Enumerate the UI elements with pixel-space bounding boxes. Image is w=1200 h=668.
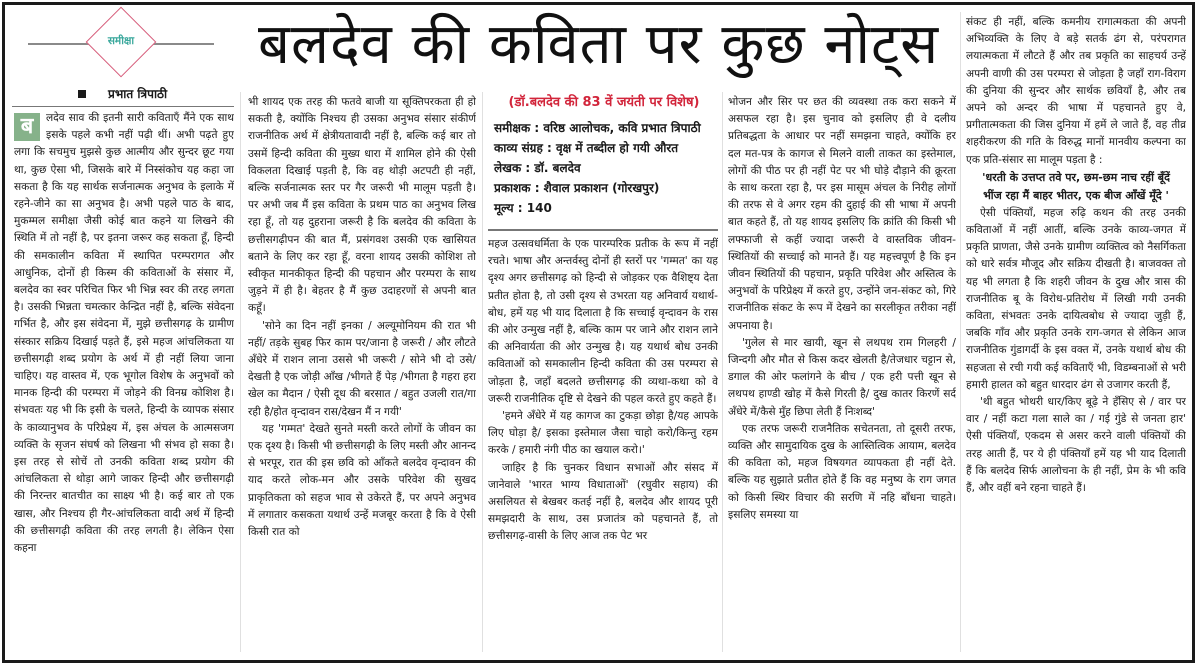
poem-quote: 'थी बहुत भोथरी धार/किए बूढ़े ने हँसिए से / वार पर वार / नहीं कटा गला साले का / गई गुंडे से जनता हार' ऐसी पंक्तियाँ, एकदम से असर करने वाली पंक्तियों की तरह आती हैं, पर ये ही पंक्तियाँ हमें यह भी याद दिलाती हैं कि बलदेव सिर्फ आलोचना के ही नहीं, प्रेम के भी कवि हैं, और वहीं बने रहना चाहते हैं। bbox=[966, 396, 1186, 495]
info-reviewer: समीक्षक : वरिष्ठ आलोचक, कवि प्रभात त्रिपाठी bbox=[494, 121, 701, 135]
column-divider bbox=[482, 92, 483, 652]
info-price: मूल्य : 140 bbox=[494, 201, 552, 215]
article-column-4 bbox=[728, 94, 956, 658]
paragraph: संकट ही नहीं, बल्कि कमनीय रागात्मकता की अपनी अभिव्यक्ति के लिए वे बड़े सतर्क ढंग से, परंपरागत लयात्मकता में लौटते हैं और तब प्रकृति का साहचर्य उन्हें अपनी वाणी की उस परम्परा से जोड़ता है जहाँ राग-विराग की दुनिया की सुन्दर और सार्थक छवियाँ है, और तब अपने को अन्दर की भाषा में पहचानते हुए वे, प्रगीतात्मकता की जिस दुनिया में हमें ले जाते हैं, वह तीव्र शहरीकरण की गति के विरुद्ध मानों मानवीय कल्पना का एक प्रति-संसार सा मालूम पड़ता है : bbox=[966, 16, 1186, 166]
column-divider bbox=[960, 12, 961, 652]
article-column-2 bbox=[248, 94, 476, 658]
bullet-square-icon bbox=[78, 90, 86, 98]
article-column-3 bbox=[488, 236, 718, 658]
paragraph: भी शायद एक तरह की फतवे बाजी या सूक्तिपरकता ही हो सकती है, क्योंकि निश्चय ही उसका अनुभव संसार संकीर्ण राजनीतिक अर्थ में क्षेत्रीयतावादी नहीं है, बल्कि कई बार तो उसमें हिन्दी कविता की मुख्य धारा में शामिल होने की ऐसी विकलता दिखाई पड़ती है, कि वह थोड़ी अटपटी ही नहीं, बल्कि सर्जनात्मक स्तर पर गैर जरूरी भी मालूम पड़ती है। पर अभी जब मैं इस कविता के प्रथम पाठ का अनुभव लिख रहा हूँ, तो यह दुहराना जरूरी है कि बलदेव की कविता के छत्तीसगढ़ीपन की बात मैं, प्रसंगवश उसकी एक खासियत बताने के लिए कर रहा हूँ, वरना शायद उसकी कोशिश तो स्वीकृत मानकीकृत हिन्दी की पहचान और परम्परा के साथ जुड़ने में ही है। बेहतर है मैं कुछ उदाहरणों से अपनी बात कहूँ। bbox=[248, 96, 476, 315]
lead-text: लदेव साव की इतनी सारी कविताएँ मैंने एक साथ इसके पहले कभी नहीं पढ़ी थीं। अभी पढ़ते हुए लगा कि सचमुच मुझसे कुछ आत्मीय और सुन्दर छूट गया था, कुछ ऐसा भी, जिसके बारे में निस्संकोच यह कहा जा सकता है कि यह सार्थक सर्जनात्मक अनुभव के इलाके में रहने-जीने का सा अनुभव है। अभी पहले पाठ के बाद, मुकम्मल समीक्षा जैसी कोई बात कहने या लिखने की स्थिति में तो नहीं है, पर इतना जरूर कह सकता हूँ, हिन्दी की समकालीन कविता में स्थापित परम्परागत और आधुनिक, दोनों ही किस्म की कविताओं के संसार में, बलदेव का स्वर परिचित फिर भी भिन्न स्वर की तरह लगता है। उसकी भिन्नता चमत्कार केन्द्रित नहीं है, बल्कि संवेदना गर्भित है, और इस संवेदना में, मुझे छत्तीसगढ़ के ग्रामीण संस्कार सक्रिय दिखाई पड़ते हैं, इसे महज आंचलिकता या छत्तीसगढ़ी शब्द प्रयोग के अर्थ में ही नहीं लिया जाना चाहिए। यह वास्तव में, एक भूगोल विशेष के अनुभवों को मानक हिन्दी की परम्परा में जोड़ने की विनम्र कोशिश है। संभवतः यह भी कि इसी के चलते, हिन्दी के व्यापक संसार के काव्यानुभव के परिप्रेक्ष्य में, इस अंचल के आत्मसजग व्यक्ति के सृजन संघर्ष को लिखना भी संभव हो सका है। इस तरह से सोचें तो उनकी कविता शब्द प्रयोग की आंचलिकता से थोड़ा आगे जाकर हिन्दी और छत्तीसगढ़ी की निरन्तर बातचीत का साक्ष्य भी है। कई बार तो एक खास, और निश्चय ही गैर-आंचलिकता वादी अर्थ में हिन्दी की छत्तीसगढ़ी कविता की तरह लगती है। लेकिन ऐसा कहना bbox=[14, 112, 234, 555]
paragraph: जाहिर है कि चुनकर विधान सभाओं और संसद में जानेवाले 'भारत भाग्य विधाताओं' (रघुवीर सहाय) की असलियत से बेखबर कतई नहीं है, बलदेव और शायद पूरी समझदारी के साथ, उस प्रजातंत्र को पहचानते हैं, तो छत्तीसगढ़-वासी के लिए आज तक पेट भर bbox=[488, 461, 718, 543]
byline bbox=[12, 84, 234, 107]
article-column-1 bbox=[14, 110, 234, 658]
poem-quote: 'हमने अँधेरे में यह कागज का टुकड़ा छोड़ा है/यह आपके लिए घोड़ा है/ इसका इस्तेमाल जैसा चाहो करो/किन्तु रहम करके / हमारी नंगी पीठ का खयाल करो।' bbox=[488, 410, 718, 457]
special-note: (डॉ.बलदेव की 83 वें जयंती पर विशेष) bbox=[508, 95, 700, 110]
paragraph: महज उत्सवधर्मिता के एक पारम्परिक प्रतीक के रूप में नहीं रचते। भाषा और अन्तर्वस्तु दोनों ही स्तरों पर 'गम्मत' का यह दृश्य अगर छत्तीसगढ़ को हिन्दी से जोड़कर एक वैशिष्ट्य देता प्रतीत होता है, तो उसी दृश्य से उभरता यह अनिवार्य यथार्थ- बोध, हमें यह भी याद दिलाता है कि सच्चाई वृन्दावन के रास की ओर उन्मुख नहीं है, बल्कि काम पर जाने और राशन लाने की अनिवार्यता की ओर उन्मुख है। यह यथार्थ बोध उनकी कविताओं को समकालीन हिन्दी कविता की उस परम्परा से जोड़ता है, जहाँ बदलते छत्तीसगढ़ की व्यथा-कथा को वे जरूरी राजनीतिक दृष्टि से देखने की पहल करते हुए कहते हैं। bbox=[488, 238, 718, 405]
article-column-5 bbox=[966, 14, 1186, 658]
info-divider bbox=[488, 229, 718, 231]
headline: बलदेव की कविता पर कुछ नोट्स bbox=[258, 12, 940, 77]
lead-paragraph bbox=[14, 110, 234, 557]
section-tag bbox=[28, 14, 228, 74]
poem-quote-line: भींज रहा मैं बाहर भीतर, एक बीज आँखें मूँदे ' bbox=[983, 188, 1169, 202]
author-name: प्रभात त्रिपाठी bbox=[108, 87, 168, 101]
column-divider bbox=[722, 92, 723, 652]
section-tag-label: समीक्षा bbox=[107, 35, 135, 47]
paragraph: ऐसी पंक्तियाँ, महज रुढ़ि कथन की तरह उनकी कविताओं में नहीं आतीं, बल्कि उनके काव्य-जगत में प्रकृति प्राणता, जैसे उनके ग्रामीण व्यक्तित्व को नैसर्गिकता को धारे सर्वत्र मौजूद और सक्रिय दीखती है। बाजवक्त तो यह भी लगता है कि शहरी जीवन के दुख और त्रास की राजनीतिक बू के विरोध-प्रतिरोध में लिखी गयी उनकी कविता, संभवतः उनके दायित्वबोध से ज्यादा जुड़ी हैं, जबकि गाँव और प्रकृति उनके राग-जगत से लेकिन आज राजनीतिक गुंडागर्दी के इस वक्त में, उनके यथार्थ बोध की सहजता से रची गयी कई कविताएँ भी, विडम्बनाओं से भरी हमारी हालत को बहुत धारदार ढंग से उजागर करती हैं, bbox=[966, 206, 1186, 391]
info-collection: काव्य संग्रह : वृक्ष में तब्दील हो गयी औरत bbox=[494, 141, 679, 155]
paragraph: भोजन और सिर पर छत की व्यवस्था तक करा सकने में असफल रहा है। इस चुनाव को इसलिए ही वे दलीय प्रतिबद्धता के आधार पर नहीं समझना चाहते, क्योंकि हर दल मत-पत्र के कागज से मिलने वाली ताकत का इस्तेमाल, लोगों की पीठ पर ही नहीं पेट पर भी घोड़े दौड़ाने की क्रूरता के साथ करता रहा है, पर इस मासूम अंचल के निरीह लोगों की तरफ से वे अगर रहम की दुहाई की सी भाषा में अपनी बात कहते हैं, तो यह शायद इसलिए कि क्रांति की किसी भी लफ्फाजी से कहीं ज्यादा जरूरी वे वास्तविक जीवन- स्थितियों की सच्चाई को मानते हैं। यह महत्त्वपूर्ण है कि इन जीवन स्थितियों की पहचान, प्रकृति परिवेश और अस्तित्व के अनुभवों के परिप्रेक्ष्य में करते हुए, उन्होंने जन-संकट को, गिरे राजनीतिक संकट के रूप में देखने का सरलीकृत तरीका नहीं अपनाया है। bbox=[728, 96, 956, 332]
poem-quote: 'सोने का दिन नहीं इनका / अल्यूमोनियम की रात भी नहीं/ तड़के सुबह फिर काम पर/जाना है जरूरी / और लौटते अँधेरे में राशन लाना उससे भी जरूरी / सोने भी दो उसे/देखती है एक जोड़ी आँख /भीगते हैं पेड़ /भीगता है गहरा हरा खेल का मैदान / ऐसी दूध की बरसात / बहुत उजली रात/गा रही है/होत वृन्दावन रास/देखन मैं न गयी' bbox=[248, 319, 476, 418]
paragraph: एक तरफ जरूरी राजनैतिक सचेतनता, तो दूसरी तरफ, व्यक्ति और सामुदायिक दुख के आस्तित्विक आयाम, बलदेव की कविता को, महज विषयगत व्यापकता ही नहीं देते. बल्कि यह सुझाते प्रतीत होते हैं कि वह मनुष्य के राग जगत को किसी स्थिर विचार की सरणि में नहि बाँधना चाहते। इसलिए समस्या या bbox=[728, 422, 956, 521]
info-publisher: प्रकाशक : शैवाल प्रकाशन (गोरखपुर) bbox=[494, 181, 660, 195]
poem-quote-line: 'धरती के उत्तप्त तवे पर, छम-छम नाच रहीं बूँदें bbox=[982, 170, 1170, 184]
book-info-box bbox=[488, 92, 720, 218]
poem-quote: 'गुलेल से मार खायी, खून से लथपथ राम गिलहरी / जिन्दगी और मौत से किस कदर खेलती है/तेजधार चट्टान से, डगाल की ओर फलांगने के बीच / एक हरी पत्ती खून से लथपथ हाण्डी खोह में कैसे गिरती है/ दुख कातर किरणें सर्द अँधेरे में/कैसे मुँह छिपा लेती हैं निःशब्द' bbox=[728, 336, 956, 418]
column-divider bbox=[240, 92, 241, 652]
dropcap: ब bbox=[14, 113, 40, 141]
info-author: लेखक : डॉ. बलदेव bbox=[494, 161, 581, 175]
paragraph: यह 'गम्मत' देखते सुनते मस्ती करते लोगों के जीवन का एक दृश्य है। किसी भी छत्तीसगढ़ी के लिए मस्ती और आनन्द से भरपूर, रात की इस छवि को आँकते बलदेव वृन्दावन की याद करते लोक-मन और उसके परिवेश की सुखद प्राकृतिकता को सहज भाव से उकेरते हैं, पर अपने अनुभव में लगातार कसकता यथार्थ उन्हें मजबूर करता है कि वे ऐसी किसी रात को bbox=[248, 422, 476, 539]
